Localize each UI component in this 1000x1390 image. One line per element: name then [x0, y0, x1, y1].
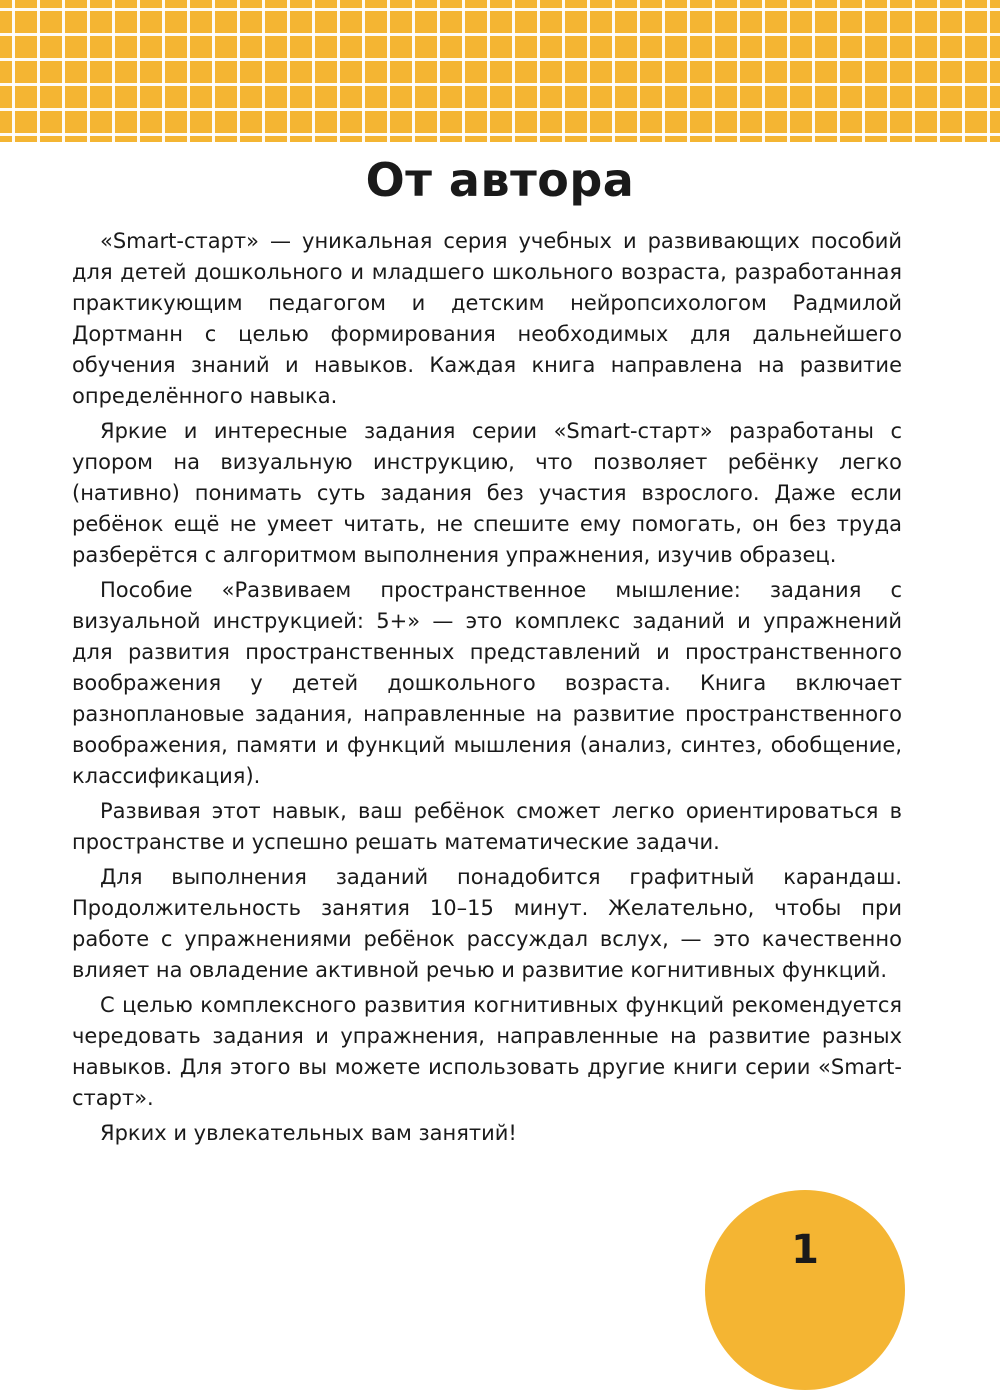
page-title: От автора [365, 153, 635, 207]
paragraph-3: Пособие «Развиваем пространственное мышление: задания с визуальной инструкцией: 5+» — это комплекс заданий и упражнений для развития пространственных представлений и пространственного воображения у детей дошкольного возраста. Книга включает разноплановые задания, направленные на развитие пространственного воображения, памяти и функций мышления (анализ, синтез, обобщение, классификация). [72, 578, 902, 788]
text-body [72, 226, 902, 1153]
paragraph-5: Для выполнения заданий понадобится графитный карандаш. Продолжительность занятия 10–15 минут. Желательно, чтобы при работе с упражнениями ребёнок рассуждал вслух, — это качественно влияет на овладение активной речью и развитие когнитивных функций. [72, 865, 902, 982]
page-number-badge [705, 1190, 905, 1390]
paragraph-7: Ярких и увлекательных вам занятий! [100, 1121, 517, 1145]
header-grid-band [0, 0, 1000, 142]
paragraph-6: С целью комплексного развития когнитивных функций рекомендуется чередовать задания и упражнения, направленные на развитие разных навыков. Для этого вы можете использовать другие книги серии «Smart-старт». [72, 993, 902, 1110]
page-number: 1 [791, 1227, 819, 1273]
paragraph-4: Развивая этот навык, ваш ребёнок сможет легко ориентироваться в пространстве и успешно решать математические задачи. [72, 799, 902, 854]
paragraph-1: «Smart-старт» — уникальная серия учебных и развивающих пособий для детей дошкольного и младшего школьного возраста, разработанная практикующим педагогом и детским нейропсихологом Радмилой Дортманн с целью формирования необходимых для дальнейшего обучения знаний и навыков. Каждая книга направлена на развитие определённого навыка. [72, 229, 902, 408]
paragraph-2: Яркие и интересные задания серии «Smart-старт» разработаны с упором на визуальную инструкцию, что позволяет ребёнку легко (нативно) понимать суть задания без участия взрослого. Даже если ребёнок ещё не умеет читать, не спешите ему помогать, он без труда разберётся с алгоритмом выполнения упражнения, изучив образец. [72, 419, 902, 567]
